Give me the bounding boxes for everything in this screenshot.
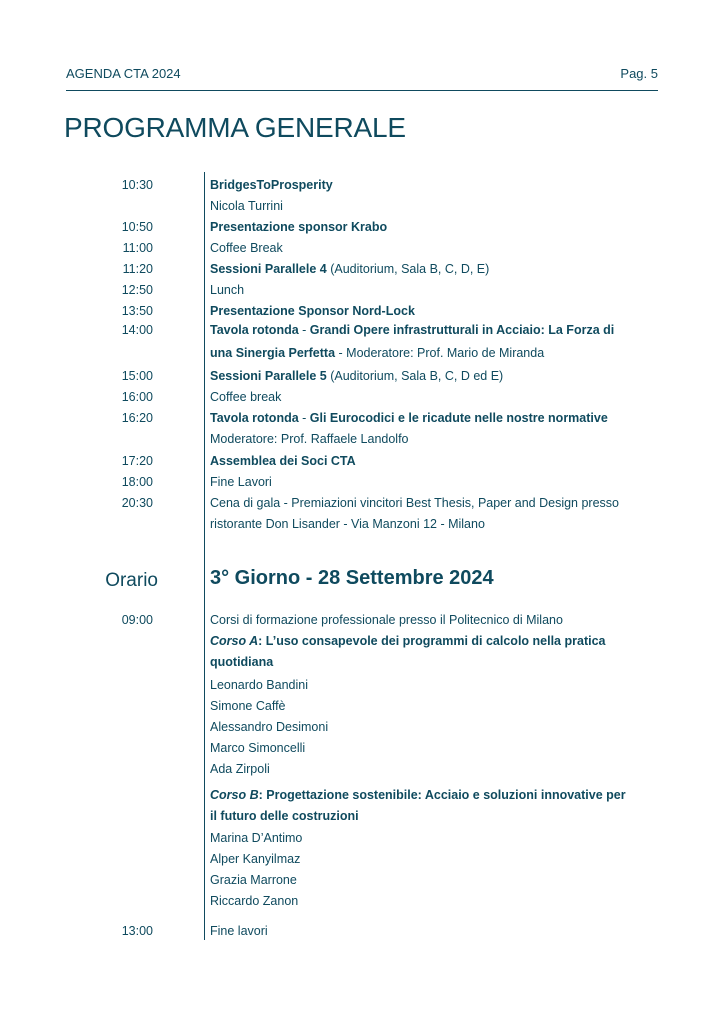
time: 13:00 bbox=[121, 924, 153, 938]
time: 12:50 bbox=[121, 283, 153, 297]
speaker: Grazia Marrone bbox=[210, 873, 297, 887]
page-number: Pag. 5 bbox=[620, 66, 658, 81]
speaker: Marco Simoncelli bbox=[210, 741, 306, 755]
page-header bbox=[66, 62, 658, 91]
speaker: Alessandro Desimoni bbox=[210, 720, 329, 734]
event-detail: (Auditorium, Sala B, C, D ed E) bbox=[326, 369, 504, 383]
header-title: AGENDA CTA 2024 bbox=[66, 66, 181, 81]
event-bold: Tavola rotonda bbox=[210, 323, 299, 337]
time: 11:00 bbox=[122, 241, 153, 255]
course-label: Corso B bbox=[210, 788, 259, 802]
event-moderator: Moderatore: Prof. Raffaele Landolfo bbox=[210, 432, 409, 446]
speaker: Alper Kanyilmaz bbox=[210, 852, 301, 866]
event-title: BridgesToProsperity bbox=[210, 178, 333, 192]
event-title: Coffee break bbox=[210, 390, 282, 404]
event-title: Corsi di formazione professionale presso il Politecnico di Milano bbox=[210, 613, 563, 627]
event-title: Presentazione Sponsor Nord-Lock bbox=[210, 304, 415, 318]
event-title bbox=[210, 408, 670, 429]
time: 18:00 bbox=[121, 475, 153, 489]
event-separator: - bbox=[298, 411, 310, 425]
time: 20:30 bbox=[121, 496, 153, 510]
event-title-cont: ristorante Don Lisander - Via Manzoni 12 - Milano bbox=[210, 517, 485, 531]
time: 14:00 bbox=[121, 323, 153, 337]
day-column-label: Orario bbox=[105, 570, 158, 591]
time: 16:00 bbox=[121, 390, 153, 404]
event-title: Lunch bbox=[210, 283, 245, 297]
event-separator: - bbox=[298, 323, 310, 337]
course-label: Corso A bbox=[210, 634, 259, 648]
event-bold: una Sinergia Perfetta bbox=[210, 346, 336, 360]
speaker: Leonardo Bandini bbox=[210, 678, 308, 692]
event-detail: - Moderatore: Prof. Mario de Miranda bbox=[335, 346, 545, 360]
event-detail: (Auditorium, Sala B, C, D, E) bbox=[326, 262, 490, 276]
timeline-divider bbox=[204, 172, 205, 940]
time: 09:00 bbox=[121, 613, 153, 627]
course-name-cont: quotidiana bbox=[210, 655, 274, 669]
event-speaker: Nicola Turrini bbox=[210, 199, 283, 213]
event-bold: Gli Eurocodici e le ricadute nelle nostre normative bbox=[309, 411, 608, 425]
event-title bbox=[210, 366, 670, 387]
course-name: : Progettazione sostenibile: Acciaio e soluzioni innovative per bbox=[258, 788, 626, 802]
event-title: Cena di gala - Premiazioni vincitori Best Thesis, Paper and Design presso bbox=[210, 496, 619, 510]
day-title: 3° Giorno - 28 Settembre 2024 bbox=[210, 567, 494, 589]
event-bold: Tavola rotonda bbox=[210, 411, 299, 425]
event-title-cont bbox=[210, 343, 670, 364]
time: 10:30 bbox=[121, 178, 153, 192]
time: 15:00 bbox=[121, 369, 153, 383]
event-bold: Grandi Opere infrastrutturali in Acciaio: La Forza di bbox=[309, 323, 615, 337]
speaker: Simone Caffè bbox=[210, 699, 286, 713]
time: 17:20 bbox=[121, 454, 153, 468]
event-title bbox=[210, 259, 670, 280]
event-title: Fine Lavori bbox=[210, 475, 272, 489]
event-title bbox=[210, 320, 670, 341]
event-title: Assemblea dei Soci CTA bbox=[210, 454, 356, 468]
speaker: Ada Zirpoli bbox=[210, 762, 270, 776]
time: 11:20 bbox=[122, 262, 153, 276]
event-title: Presentazione sponsor Krabo bbox=[210, 220, 388, 234]
speaker: Marina D’Antimo bbox=[210, 831, 303, 845]
event-title: Fine lavori bbox=[210, 924, 268, 938]
speaker: Riccardo Zanon bbox=[210, 894, 299, 908]
time: 10:50 bbox=[121, 220, 153, 234]
time: 16:20 bbox=[121, 411, 153, 425]
time: 13:50 bbox=[121, 304, 153, 318]
event-title: Coffee Break bbox=[210, 241, 283, 255]
event-bold: Sessioni Parallele 4 bbox=[210, 262, 327, 276]
page-title: PROGRAMMA GENERALE bbox=[64, 112, 406, 143]
course-name-cont: il futuro delle costruzioni bbox=[210, 809, 359, 823]
course-name: : L’uso consapevole dei programmi di calcolo nella pratica bbox=[258, 634, 606, 648]
event-bold: Sessioni Parallele 5 bbox=[210, 369, 327, 383]
